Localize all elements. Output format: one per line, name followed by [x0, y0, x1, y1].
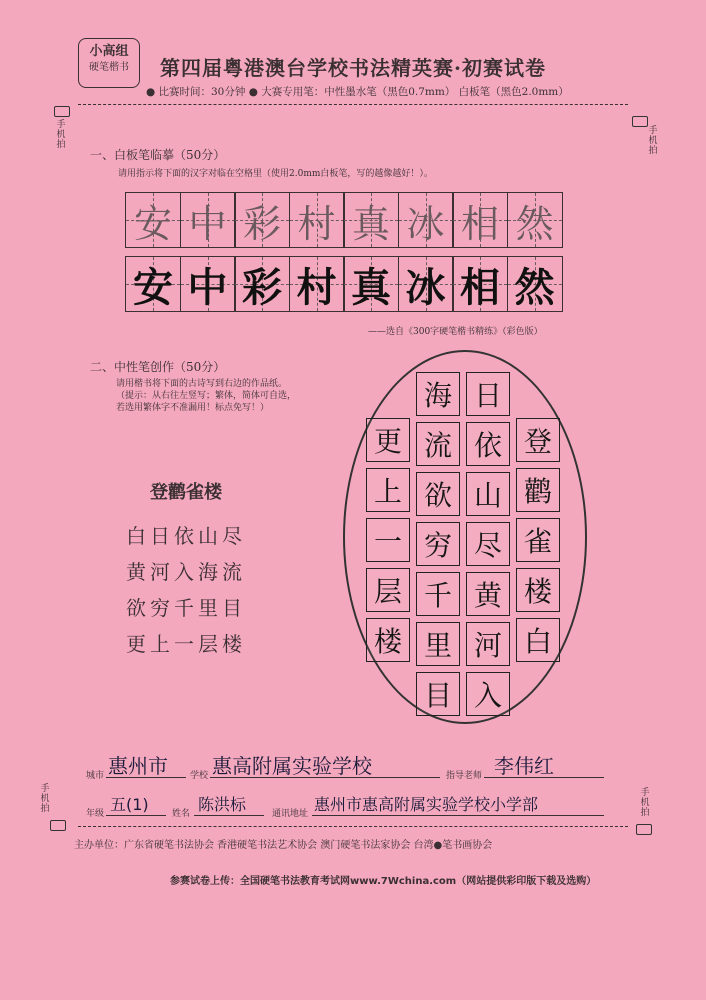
- work-cell: 雀: [516, 518, 560, 562]
- side-note-right-bottom: 手机拍: [640, 788, 650, 818]
- work-cell: 目: [416, 672, 460, 716]
- side-note-left-top: 手机拍: [56, 120, 66, 150]
- writing-cell: 相: [452, 256, 508, 312]
- school-value: 惠高附属实验学校: [212, 754, 372, 778]
- bottom-divider: [78, 826, 628, 827]
- work-cell: 穷: [416, 522, 460, 566]
- side-note-left-bottom: 手机拍: [40, 784, 50, 814]
- name-value: 陈洪标: [198, 795, 247, 814]
- group-badge: [78, 38, 140, 88]
- template-cell: 真: [343, 192, 399, 248]
- side-note-right-top: 手机拍: [648, 126, 658, 156]
- school-label: 学校: [190, 771, 209, 781]
- work-cell: 登: [516, 418, 560, 462]
- work-cell: 鹳: [516, 468, 560, 512]
- grade-line: [106, 815, 166, 816]
- section2-title: 二、中性笔创作（50分）: [90, 360, 226, 374]
- teacher-value: 李伟红: [494, 754, 554, 778]
- work-cell: 层: [366, 568, 410, 612]
- poem-line: 黄河入海流: [126, 560, 246, 584]
- name-label: 姓名: [172, 809, 191, 819]
- template-cell: 冰: [398, 192, 454, 248]
- poem-block: [116, 478, 256, 662]
- address-label: 通讯地址: [272, 809, 309, 819]
- city-line: [106, 777, 186, 778]
- address-value: 惠州市惠高附属实验学校小学部: [314, 795, 539, 814]
- work-cell: 河: [466, 622, 510, 666]
- camera-icon: [636, 824, 652, 835]
- writing-cell: 村: [289, 256, 345, 312]
- exam-rules: ● 比赛时间：30分钟 ● 大赛专用笔：中性墨水笔（黑色0.7mm） 白板笔（黑色2.0mm）: [146, 86, 569, 98]
- sponsors: 主办单位：广东省硬笔书法协会 香港硬笔书法艺术协会 澳门硬笔书法家协会 台湾●笔书画协会: [74, 840, 493, 851]
- writing-cell: 冰: [398, 256, 454, 312]
- work-cell: 尽: [466, 522, 510, 566]
- work-cell: 楼: [366, 618, 410, 662]
- work-column-2: [466, 372, 510, 716]
- section1-title: 一、白板笔临摹（50分）: [90, 148, 226, 162]
- camera-icon: [50, 820, 66, 831]
- writing-cell: 彩: [234, 256, 290, 312]
- camera-icon: [54, 106, 70, 117]
- work-cell: 白: [516, 618, 560, 662]
- upload-note: 参赛试卷上传：全国硬笔书法教育考试网www.7Wchina.com（网站提供彩印版下载及选购）: [170, 876, 597, 887]
- template-cell: 村: [289, 192, 345, 248]
- work-cell: 一: [366, 518, 410, 562]
- work-cell: 黄: [466, 572, 510, 616]
- work-cell: 更: [366, 418, 410, 462]
- group-name: 小高组: [89, 44, 129, 59]
- writing-cell: 中: [180, 256, 236, 312]
- work-column-3: [416, 372, 460, 716]
- work-cell: 上: [366, 468, 410, 512]
- grade-value: 五(1): [110, 795, 149, 814]
- template-cell: 安: [125, 192, 181, 248]
- work-cell: 流: [416, 422, 460, 466]
- name-line: [194, 815, 264, 816]
- template-cell: 相: [452, 192, 508, 248]
- work-cell: 千: [416, 572, 460, 616]
- work-cell: 海: [416, 372, 460, 416]
- section2-instruction: 请用楷书将下面的古诗写到右边的作品纸。 （提示：从右往左竖写；繁体，简体可自选， 若选用繁体字不准漏用！标点免写！）: [116, 379, 297, 413]
- writing-cell: 安: [125, 256, 181, 312]
- poem-title: 登鹳雀楼: [150, 482, 222, 503]
- writing-row: [125, 256, 561, 312]
- writing-cell: 然: [507, 256, 563, 312]
- poem-line: 更上一层楼: [126, 632, 246, 656]
- template-cell: 彩: [234, 192, 290, 248]
- poem-line: 欲穷千里目: [126, 596, 246, 620]
- work-cell: 入: [466, 672, 510, 716]
- work-cell: 日: [466, 372, 510, 416]
- section1-instruction: 请用指示将下面的汉字对临在空格里（使用2.0mm白板笔，写的越像越好！）。: [118, 169, 433, 179]
- school-line: [210, 777, 440, 778]
- teacher-label: 指导老师: [446, 771, 483, 781]
- writing-cell: 真: [343, 256, 399, 312]
- work-cell: 欲: [416, 472, 460, 516]
- teacher-line: [484, 777, 604, 778]
- work-column-4: [366, 418, 410, 662]
- top-divider: [78, 104, 628, 105]
- work-cell: 依: [466, 422, 510, 466]
- template-row: [125, 192, 561, 248]
- work-column-1: [516, 418, 560, 662]
- address-line: [312, 815, 604, 816]
- poem-line: 白日依山尽: [126, 524, 246, 548]
- city-value: 惠州市: [108, 754, 168, 778]
- work-cell: 楼: [516, 568, 560, 612]
- page-title: 第四届粤港澳台学校书法精英赛·初赛试卷: [160, 56, 546, 80]
- city-label: 城市: [86, 771, 105, 781]
- grade-label: 年级: [86, 809, 105, 819]
- work-cell: 山: [466, 472, 510, 516]
- source-citation: ——选自《300字硬笔楷书精练》（彩色版）: [368, 327, 543, 337]
- group-category: 硬笔楷书: [89, 62, 129, 73]
- work-cell: 里: [416, 622, 460, 666]
- template-cell: 中: [180, 192, 236, 248]
- template-cell: 然: [507, 192, 563, 248]
